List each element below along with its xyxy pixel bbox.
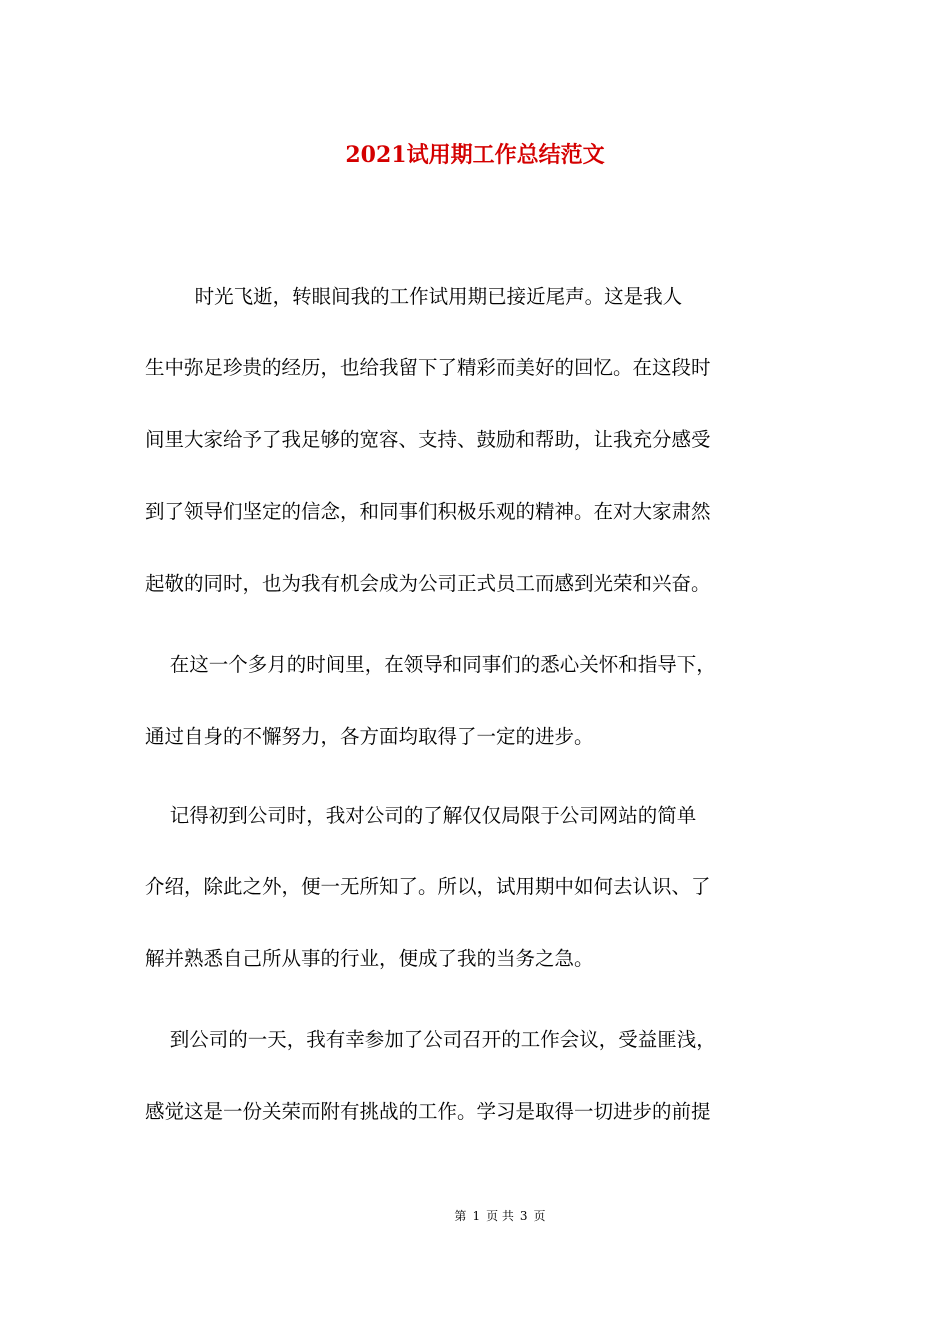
body-line: 到公司的一天，我有幸参加了公司召开的工作会议，受益匪浅，	[145, 1028, 716, 1051]
body-line: 通过自身的不懈努力，各方面均取得了一定的进步。	[145, 725, 594, 748]
footer-total-pages: 3	[519, 1209, 528, 1223]
body-line: 间里大家给予了我足够的宽容、支持、鼓励和帮助，让我充分感受	[145, 428, 711, 451]
body-line: 生中弥足珍贵的经历，也给我留下了精彩而美好的回忆。在这段时	[145, 356, 711, 379]
footer-label-of: 页 共	[486, 1209, 514, 1223]
body-line: 介绍，除此之外，便一无所知了。所以，试用期中如何去认识、了	[145, 875, 711, 898]
body-line: 感觉这是一份关荣而附有挑战的工作。学习是取得一切进步的前提	[145, 1100, 711, 1123]
body-line: 起敬的同时，也为我有机会成为公司正式员工而感到光荣和兴奋。	[145, 572, 711, 595]
body-line: 在这一个多月的时间里，在领导和同事们的悉心关怀和指导下，	[145, 653, 716, 676]
body-line: 解并熟悉自己所从事的行业，便成了我的当务之急。	[145, 947, 594, 970]
footer-label-page: 第	[454, 1209, 467, 1223]
page-footer	[0, 1208, 950, 1224]
body-line: 时光飞逝，转眼间我的工作试用期已接近尾声。这是我人	[145, 285, 683, 308]
footer-current-page: 1	[472, 1209, 481, 1223]
document-title: 2021试用期工作总结范文	[345, 142, 605, 168]
body-line: 记得初到公司时，我对公司的了解仅仅局限于公司网站的简单	[145, 804, 697, 827]
body-line: 到了领导们坚定的信念，和同事们积极乐观的精神。在对大家肃然	[145, 500, 711, 523]
footer-label-end: 页	[533, 1209, 546, 1223]
